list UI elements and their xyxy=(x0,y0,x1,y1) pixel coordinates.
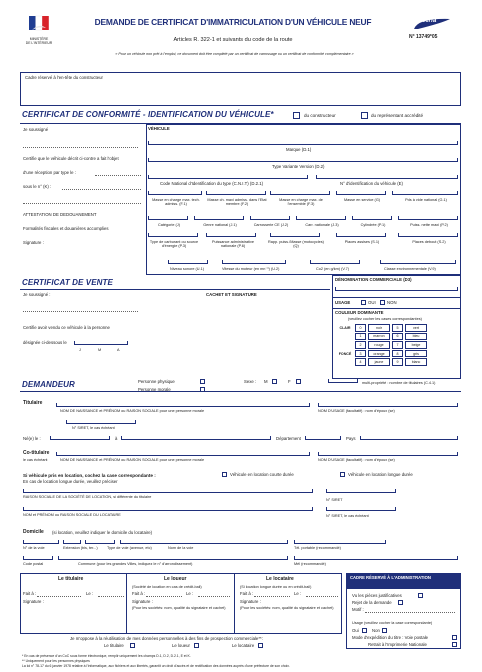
renter-sign-hint: (Pour les sociétés: nom, qualité du signataire et cachet) xyxy=(132,606,226,610)
long-rent-checkbox[interactable] xyxy=(340,472,345,477)
mass-f1-field[interactable] xyxy=(148,191,202,195)
republique-logo xyxy=(22,14,56,50)
street-type-label: Type de voie (avenue, etc) xyxy=(107,546,152,550)
signature-label: Signature : xyxy=(23,240,44,245)
coholder-name-field[interactable] xyxy=(56,452,310,456)
engine-speed-label: Vitesse du moteur (en mn⁻¹) (U.2) xyxy=(222,267,280,271)
genre-label: Genre national (J.1) xyxy=(203,223,237,227)
domicile-label: Domicile xyxy=(23,529,44,535)
carrosserie-ce-field[interactable] xyxy=(250,216,290,220)
admin-power-label: Puissance administrative nationale (P.6) xyxy=(212,240,254,249)
siret-field[interactable] xyxy=(66,420,136,424)
street-no-label: N° de la voie xyxy=(23,546,45,550)
reuse-renter-checkbox[interactable] xyxy=(194,643,199,648)
street-name-label: Nom de la voie xyxy=(168,546,194,550)
admin-no: Non xyxy=(372,628,380,633)
sex-label: Sexe : xyxy=(244,379,257,384)
siret3-label: N° SIRET, le cas échéant xyxy=(326,514,369,518)
department-label: Département xyxy=(276,436,301,441)
color-cell: marron xyxy=(368,333,390,341)
usage-yes-label: OUI xyxy=(368,300,376,305)
short-rent-checkbox[interactable] xyxy=(222,472,227,477)
footnote-2: ** Uniquement pour les personnes physiques xyxy=(22,659,90,663)
reuse-tenant-label: Le locataire xyxy=(232,643,255,648)
stamp-label: CACHET ET SIGNATURE xyxy=(206,292,257,297)
color-cell[interactable]: 7 xyxy=(392,341,403,349)
sex-m-checkbox[interactable] xyxy=(272,379,277,384)
phone-field[interactable] xyxy=(294,540,386,544)
ministry-label-2: DE L'INTÉRIEUR xyxy=(25,40,53,45)
noise-label: Niveau sonore (U.1) xyxy=(170,267,204,271)
extension-field[interactable] xyxy=(63,540,81,544)
color-cell[interactable]: 6 xyxy=(392,333,403,341)
admin-postal-checkbox[interactable] xyxy=(452,635,457,640)
vin-label: N° d'identification du véhicule (E) xyxy=(340,181,403,186)
holder-signature: Signature : xyxy=(23,599,44,604)
env-class-field[interactable] xyxy=(380,260,456,264)
color-cell[interactable]: 2 xyxy=(355,341,366,349)
color-cell: noir xyxy=(368,324,390,332)
coholder-hint: le cas échéant xyxy=(23,458,48,462)
holder-label: Titulaire xyxy=(23,400,43,406)
category-label: Catégorie (J) xyxy=(158,223,180,227)
department-field[interactable] xyxy=(305,436,341,440)
under-no-label: sous le n° (K) : xyxy=(23,184,52,189)
sale-certify: Certifie avoir vendu ce véhicule à la personne xyxy=(23,325,110,330)
company-field[interactable] xyxy=(23,489,313,493)
engine-speed-field[interactable] xyxy=(222,260,286,264)
admin-reason: Motif : xyxy=(352,607,364,612)
puissance-nette-label: Puiss. nette maxi (P.2) xyxy=(410,223,448,227)
tenant-label: NOM et PRÉNOM ou RAISON SOCIALE DU LOCATAIRE xyxy=(23,513,121,517)
tenant-signature: Signature : xyxy=(240,599,261,604)
color-cell[interactable]: 0 xyxy=(355,324,366,332)
manufacturer-header-box xyxy=(20,72,461,106)
reuse-holder-label: Le titulaire xyxy=(104,643,124,648)
admin-usage: Usage (veuillez cocher la case correspondante) xyxy=(352,621,433,625)
reuse-renter-label: Le loueur xyxy=(172,643,190,648)
certify-label: Certifie que le véhicule décrit ci-contre a fait l'objet xyxy=(23,156,119,161)
holder-name-label: NOM DE NAISSANCE et PRÉNOM ou RAISON SOCIALE pour une personne morale xyxy=(60,409,205,413)
admin-pieces-checkbox[interactable] xyxy=(418,593,423,598)
domicile-hint: (si location, veuillez indiquer le domicile du locataire) xyxy=(52,530,153,535)
company-label: RAISON SOCIALE DE LA SOCIÉTÉ DE LOCATION, si différente du titulaire xyxy=(23,495,152,499)
phone-label: Tél. portable (recommandé) xyxy=(294,546,341,550)
seats-label: Places assises (S.1) xyxy=(344,240,380,244)
carr-nationale-label: Carr. nationale (J.3) xyxy=(305,223,339,227)
commune-label: Commune (pour les grandes Villes, indiquez le n° d'arrondissement) xyxy=(78,562,193,566)
long-rent-hint: En cas de location longue durée, veuillez préciser xyxy=(23,479,118,484)
mass-f3-label: Masse en charge max. de l'ensemble (F.3) xyxy=(279,198,323,207)
long-rent-label: Véhicule en location longue durée xyxy=(348,472,413,477)
mass-g-label: Masse en service (G) xyxy=(343,198,381,202)
color-cell xyxy=(337,333,353,341)
page-title: DEMANDE DE CERTIFICAT D'IMMATRICULATION D'UN VÉHICULE NEUF xyxy=(94,17,372,27)
admin-pickup: Retrait à l'Imprimerie Nationale xyxy=(368,642,427,647)
born-label: Né(e) le : xyxy=(23,436,41,441)
usage-no-checkbox[interactable] xyxy=(380,300,385,305)
postal-label: Code postal xyxy=(23,562,44,566)
holder-done-at: Fait à : xyxy=(23,591,37,596)
vin-field[interactable] xyxy=(316,175,458,179)
multi-owner-label: multi-propriété : nombre de titulaires (C.4.1) xyxy=(362,381,436,385)
header-note: « Pour un véhicule non prêt à l'emploi, ce document doit être complété par un certificat de carrossage ou un certificat de conformité complémentaire » xyxy=(115,52,354,56)
holder-sign-title: Le titulaire xyxy=(58,576,84,582)
coholder-label: Co-titulaire xyxy=(23,450,50,456)
commercial-name-field[interactable] xyxy=(335,287,458,291)
mail-field[interactable] xyxy=(294,556,458,560)
renter-sign-title: Le loueur xyxy=(164,576,187,582)
brand-field[interactable] xyxy=(148,141,458,145)
attestation-label: ATTESTATION DE DEDOUANEMENT xyxy=(23,212,97,217)
category-field[interactable] xyxy=(148,216,188,220)
color-cell[interactable]: 9 xyxy=(392,358,403,366)
country-label: Pays xyxy=(346,436,356,441)
sex-f-label: F xyxy=(288,379,291,384)
sale-date-field[interactable] xyxy=(74,341,128,345)
birthdate-field[interactable] xyxy=(50,436,110,440)
co2-field[interactable] xyxy=(310,260,360,264)
commercial-name-label: DÉNOMINATION COMMERCIALE (D3) xyxy=(335,277,412,282)
seats-field[interactable] xyxy=(336,233,386,237)
puissance-nette-field[interactable] xyxy=(398,216,458,220)
color-cell[interactable]: 4 xyxy=(355,358,366,366)
formalities-label: Formalités fiscales et douanières accomplies xyxy=(23,226,109,231)
mass-f1-label: Masse en charge max. tech. admiss. (F.1) xyxy=(152,198,200,207)
coholder-usage-label: NOM D'USAGE (facultatif) : nom d'époux (se) xyxy=(318,458,395,462)
standing-label: Places debout (S.2) xyxy=(412,240,446,244)
ministry-label-1: MINISTÈRE xyxy=(29,36,49,41)
short-rent-label: Véhicule en location courte durée xyxy=(230,472,294,477)
born-in-label: à xyxy=(115,436,118,441)
date-year: A xyxy=(117,348,120,352)
sex-m-label: M xyxy=(264,379,268,384)
birthplace-field[interactable] xyxy=(121,436,271,440)
undersigned-label: Je soussigné xyxy=(23,127,49,132)
dominant-color-label: COULEUR DOMINANTE xyxy=(335,310,384,315)
color-cell: vert xyxy=(405,324,427,332)
color-cell: FONCÉ xyxy=(338,351,352,356)
renter-signature: Signature : xyxy=(132,599,153,604)
noise-field[interactable] xyxy=(168,260,208,264)
coholder-usage-field[interactable] xyxy=(318,452,458,456)
color-cell: blanc xyxy=(405,358,427,366)
sale-section-title: CERTIFICAT DE VENTE xyxy=(22,278,113,287)
reuse-text: Je m'oppose à la réutilisation de mes données personnelles à des fins de prospection commerciale**: xyxy=(70,636,263,641)
color-cell xyxy=(337,358,353,366)
mass-f2-field[interactable] xyxy=(206,191,266,195)
variant-field[interactable] xyxy=(148,158,458,162)
color-cell: rouge xyxy=(368,341,390,349)
siret-label: N° SIRET, le cas échéant xyxy=(72,426,115,430)
cnit-label: Code National d'Identification du type (C.N.I.T) (D.2.1) xyxy=(160,181,264,186)
siret2-field[interactable] xyxy=(326,489,396,493)
brand-label: Marque (D.1) xyxy=(286,147,312,152)
holder-name-field[interactable] xyxy=(56,403,310,407)
reception-label: d'une réception par type le : xyxy=(23,170,76,175)
color-cell xyxy=(337,341,353,349)
renter-on: Le : xyxy=(186,591,194,596)
admin-pieces: Vu les pièces justificatives xyxy=(352,593,402,598)
co2-label: Co2 (en g/km) (V.7) xyxy=(316,267,349,271)
holder-on: Le : xyxy=(86,591,94,596)
standing-field[interactable] xyxy=(398,233,458,237)
color-cell[interactable]: 1 xyxy=(355,333,366,341)
carrosserie-ce-label: Carrosserie CE (J.2) xyxy=(253,223,289,227)
builder-label: du constructeur xyxy=(304,113,336,118)
multi-owner-field[interactable] xyxy=(328,379,358,383)
siret2-label: N° SIRET xyxy=(326,498,343,502)
color-cell[interactable]: 8 xyxy=(392,350,403,358)
admin-yes-checkbox[interactable] xyxy=(362,628,367,633)
admin-yes: Oui xyxy=(352,628,359,633)
country-field[interactable] xyxy=(360,436,458,440)
extension-label: Extension (bis, ter...) xyxy=(63,546,98,550)
color-cell: bleu xyxy=(405,333,427,341)
street-name-field[interactable] xyxy=(120,540,288,544)
street-type-field[interactable] xyxy=(85,540,115,544)
cerfa-logo xyxy=(412,17,452,30)
genre-field[interactable] xyxy=(194,216,244,220)
sale-undersigned: Je soussigné : xyxy=(23,292,51,297)
admin-power-field[interactable] xyxy=(206,233,256,237)
siret3-field[interactable] xyxy=(326,507,396,511)
usage-label: USAGE xyxy=(335,300,351,305)
fuel-field[interactable] xyxy=(148,233,198,237)
admin-reject-checkbox[interactable] xyxy=(398,600,403,605)
carr-nationale-field[interactable] xyxy=(296,216,346,220)
admin-reject: Rejet de la demande xyxy=(352,600,392,605)
power-mass-label: Rapp. puiss./Masse (motocycles) (Q) xyxy=(268,240,324,249)
moral-person-checkbox[interactable] xyxy=(200,387,205,392)
renter-hint: (Société de location en cas de crédit-bail) xyxy=(132,585,202,589)
color-cell[interactable]: 3 xyxy=(355,350,366,358)
power-mass-field[interactable] xyxy=(270,233,320,237)
form-number: N° 13749*05 xyxy=(409,34,438,40)
footnote-3: La loi n° 78-17 du 6 janvier 1978 relative à l'informatique, aux fichiers et aux libertés, garantit un droit d'accès et de rectification des données auprès d'une préfecture de son choix. xyxy=(22,664,290,668)
rep-label: du représentant accrédité xyxy=(371,113,424,118)
color-cell: CLAIR xyxy=(339,325,351,330)
rep-checkbox[interactable] xyxy=(361,112,368,119)
mass-g-field[interactable] xyxy=(336,191,386,195)
physical-person-checkbox[interactable] xyxy=(200,379,205,384)
page-subtitle: Articles R. 322-1 et suivants du code de la route xyxy=(173,37,293,43)
mail-label: Mél (recommandé) xyxy=(294,562,326,566)
date-month: M xyxy=(98,348,102,352)
cylindree-label: Cylindrée (P.1) xyxy=(360,223,386,227)
mass-g1-label: Pds à vide national (G.1) xyxy=(405,198,447,202)
postal-field[interactable] xyxy=(23,556,53,560)
manufacturer-header-label: Cadre réservé à l'en-tête du constructeur xyxy=(25,75,103,80)
rental-question: Si véhicule pris en location, cochez la case correspondante : xyxy=(23,473,156,478)
fuel-label: Type de carburant ou source d'énergie (P.3) xyxy=(149,240,199,249)
usage-yes-checkbox[interactable] xyxy=(361,300,366,305)
renter-done-at: Fait à : xyxy=(132,591,146,596)
tenant-done-at: Fait à : xyxy=(240,591,254,596)
mass-f2-label: Masse ch. maxi admiss. dans l'Etat membre (F.2) xyxy=(207,198,267,207)
coholder-name-label: NOM DE NAISSANCE et PRÉNOM ou RAISON SOCIALE pour une personne morale xyxy=(60,458,205,462)
color-cell[interactable]: 5 xyxy=(392,324,403,332)
admin-pickup-checkbox[interactable] xyxy=(452,642,457,647)
env-class-label: Classe environnementale (V.9) xyxy=(384,267,436,271)
commune-field[interactable] xyxy=(58,556,288,560)
cerfa-logo-text: cerfa xyxy=(422,18,437,24)
date-day: J xyxy=(79,348,81,352)
footnote-1: * En cas de présence d'un CoC sous forme électronique, remplir uniquement les champs D.1, D.2, D.2.1, E et K. xyxy=(22,654,191,658)
admin-no-checkbox[interactable] xyxy=(382,628,387,633)
admin-title: CADRE RÉSERVÉ À L'ADMINISTRATION xyxy=(350,575,431,580)
tenant-field[interactable] xyxy=(23,507,313,511)
color-hint: (veuillez cocher les cases correspondantes) xyxy=(348,317,422,321)
mass-g1-field[interactable] xyxy=(392,191,458,195)
holder-usage-label: NOM D'USAGE (facultatif) : nom d'époux (se) xyxy=(318,409,395,413)
sex-f-checkbox[interactable] xyxy=(296,379,301,384)
holder-usage-field[interactable] xyxy=(318,403,458,407)
reuse-holder-checkbox[interactable] xyxy=(130,643,135,648)
color-cell: jaune xyxy=(368,358,390,366)
admin-dispatch: Mode d'expédition du titre : Voie postale xyxy=(352,635,429,640)
tenant-hint: (Si location longue durée ou en crédit-bail) xyxy=(240,585,312,589)
color-cell: beige xyxy=(405,341,427,349)
street-no-field[interactable] xyxy=(23,540,59,544)
usage-no-label: NON xyxy=(387,300,397,305)
tenant-sign-title: Le locataire xyxy=(266,576,294,582)
conformity-section-title: CERTIFICAT DE CONFORMITÉ - IDENTIFICATION DU VÉHICULE* xyxy=(22,110,274,119)
sale-designated: désignée ci-dessous le xyxy=(23,340,67,345)
color-cell: gris xyxy=(405,350,427,358)
vehicle-label: VÉHICULE xyxy=(148,126,170,131)
physical-person-label: Personne physique xyxy=(138,379,175,384)
tenant-sign-hint: (Pour les sociétés: nom, qualité du signataire et cachet) xyxy=(240,606,334,610)
cylindree-field[interactable] xyxy=(352,216,392,220)
color-cell: orange xyxy=(368,350,390,358)
mass-f3-field[interactable] xyxy=(270,191,330,195)
moral-person-label: Personne morale xyxy=(138,387,171,392)
cnit-field[interactable] xyxy=(148,175,308,179)
tenant-on: Le : xyxy=(294,591,302,596)
applicant-section-title: DEMANDEUR xyxy=(22,380,75,389)
reuse-tenant-checkbox[interactable] xyxy=(258,643,263,648)
variant-label: Type Variante Version (D.2) xyxy=(272,164,325,169)
builder-checkbox[interactable] xyxy=(293,112,300,119)
